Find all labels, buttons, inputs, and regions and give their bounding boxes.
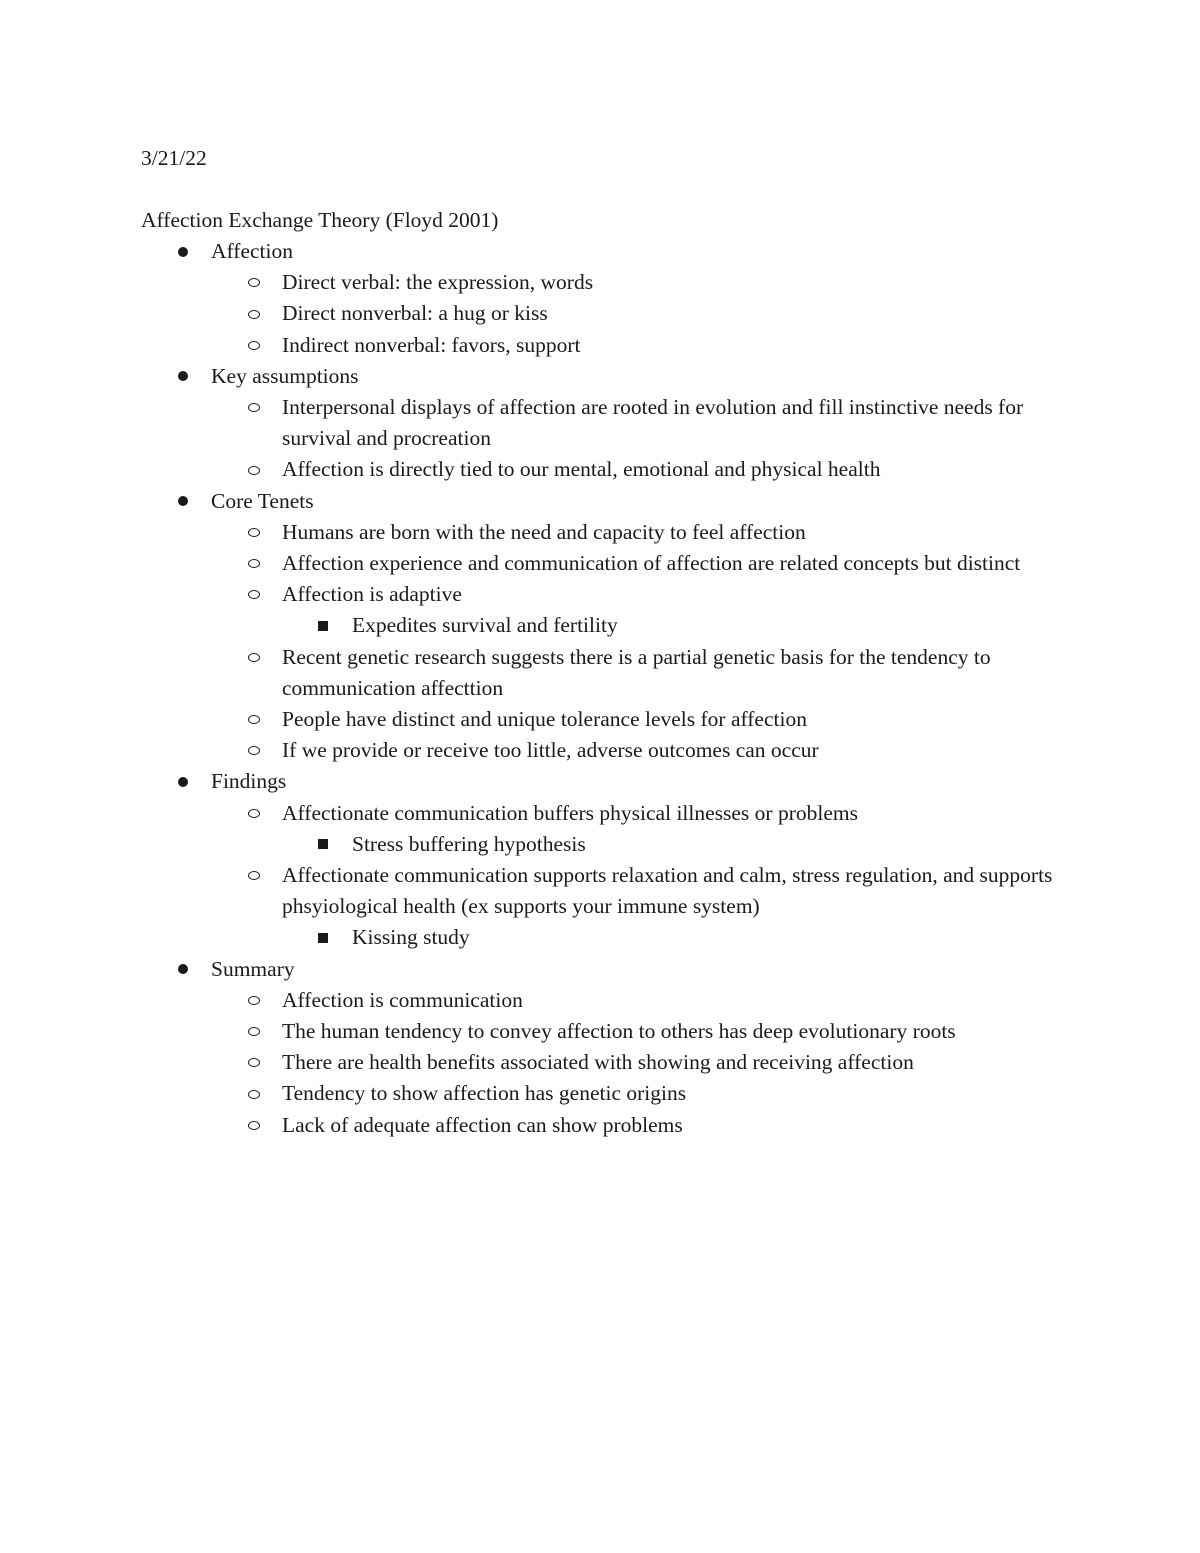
list-item-text: Affection is communication [282, 987, 523, 1012]
square-bullet-icon [318, 933, 328, 943]
circle-bullet-icon [248, 809, 260, 818]
list-item [0, 798, 1072, 829]
list-item-text: If we provide or receive too little, adverse outcomes can occur [282, 738, 819, 763]
list-item-text: Lack of adequate affection can show problems [282, 1112, 683, 1137]
list-item [0, 454, 1072, 485]
circle-bullet-icon [248, 1121, 260, 1130]
section-label: Summary [211, 956, 295, 981]
circle-bullet-icon [248, 653, 260, 662]
note-date: 3/21/22 [141, 146, 207, 170]
sub-list-item-text: Expedites survival and fertility [352, 613, 618, 638]
dot-bullet-icon [178, 496, 188, 506]
section-label: Key assumptions [211, 363, 359, 388]
list-item-text: Affectionate communication buffers physical illnesses or problems [282, 800, 858, 825]
list-item-marker [248, 579, 260, 610]
list-item [0, 548, 1072, 579]
list-item-marker [248, 330, 260, 361]
circle-bullet-icon [248, 996, 260, 1005]
section-item [0, 954, 1100, 985]
circle-bullet-icon [248, 403, 260, 412]
list-item-marker [248, 392, 260, 423]
sub-list-item-marker [318, 922, 328, 953]
section-label: Affection [211, 239, 293, 263]
sub-list-item-text: Kissing study [352, 925, 470, 950]
list-item [0, 642, 1072, 704]
circle-bullet-icon [248, 466, 260, 475]
list-item-text: Affectionate communication supports relaxation and calm, stress regulation, and supports phsyiological health (ex supports your immune system) [282, 863, 1053, 919]
section-label: Findings [211, 769, 287, 794]
list-item [0, 1016, 1072, 1047]
square-bullet-icon [318, 839, 328, 849]
section-item [0, 236, 1100, 267]
section-item [0, 486, 1100, 517]
dot-bullet-icon [178, 777, 188, 787]
section-marker [178, 954, 188, 985]
list-item-text: Tendency to show affection has genetic origins [282, 1081, 687, 1106]
sub-list-item-marker [318, 610, 328, 641]
list-item-marker [248, 1078, 260, 1109]
circle-bullet-icon [248, 1058, 260, 1067]
list-item-text: Affection experience and communication of affection are related concepts but distinct [282, 551, 1021, 576]
list-item-marker [248, 985, 260, 1016]
list-item-marker [248, 548, 260, 579]
list-item-text: People have distinct and unique tolerance levels for affection [282, 707, 807, 732]
circle-bullet-icon [248, 871, 260, 880]
section-marker [178, 766, 188, 797]
list-item-marker [248, 642, 260, 673]
section-marker [178, 486, 188, 517]
list-item-text: Direct nonverbal: a hug or kiss [282, 301, 548, 326]
list-item [0, 267, 1072, 298]
sub-list-item [0, 610, 1100, 641]
list-item [0, 579, 1072, 610]
outline-list [0, 236, 1100, 1141]
list-item-text: The human tendency to convey affection to others has deep evolutionary roots [282, 1019, 956, 1044]
list-item-text: Interpersonal displays of affection are rooted in evolution and fill instinctive needs for survival and procreation [282, 395, 1024, 451]
list-item-text: Affection is directly tied to our mental, emotional and physical health [282, 457, 881, 482]
list-item-text: There are health benefits associated with showing and receiving affection [282, 1050, 914, 1075]
list-item-marker [248, 1047, 260, 1078]
list-item-marker [248, 860, 260, 891]
list-item [0, 392, 1072, 454]
list-item [0, 735, 1072, 766]
section-label: Core Tenets [211, 488, 314, 513]
section-item [0, 361, 1100, 392]
square-bullet-icon [318, 621, 328, 631]
circle-bullet-icon [248, 590, 260, 599]
list-item [0, 860, 1072, 922]
section-item [0, 766, 1100, 797]
note-title: Affection Exchange Theory (Floyd 2001) [141, 208, 499, 232]
list-item-marker [248, 735, 260, 766]
list-item-marker [248, 704, 260, 735]
dot-bullet-icon [178, 964, 188, 974]
list-item-text: Affection is adaptive [282, 582, 462, 607]
circle-bullet-icon [248, 310, 260, 319]
circle-bullet-icon [248, 1027, 260, 1036]
dot-bullet-icon [178, 371, 188, 381]
circle-bullet-icon [248, 715, 260, 724]
list-item [0, 330, 1072, 361]
list-item [0, 704, 1072, 735]
circle-bullet-icon [248, 559, 260, 568]
list-item-text: Humans are born with the need and capacity to feel affection [282, 519, 806, 544]
list-item [0, 1078, 1072, 1109]
section-marker [178, 236, 188, 267]
list-item-marker [248, 454, 260, 485]
circle-bullet-icon [248, 278, 260, 287]
sub-list-item [0, 922, 1100, 953]
list-item-marker [248, 298, 260, 329]
list-item-text: Indirect nonverbal: favors, support [282, 332, 581, 357]
dot-bullet-icon [178, 247, 188, 257]
section-marker [178, 361, 188, 392]
circle-bullet-icon [248, 1090, 260, 1099]
list-item [0, 1047, 1072, 1078]
list-item [0, 985, 1072, 1016]
list-item-marker [248, 1110, 260, 1141]
circle-bullet-icon [248, 746, 260, 755]
list-item [0, 517, 1072, 548]
sub-list-item [0, 829, 1100, 860]
list-item [0, 1110, 1072, 1141]
list-item-text: Direct verbal: the expression, words [282, 270, 594, 295]
circle-bullet-icon [248, 528, 260, 537]
sub-list-item-text: Stress buffering hypothesis [352, 831, 586, 856]
list-item [0, 298, 1072, 329]
circle-bullet-icon [248, 341, 260, 350]
list-item-marker [248, 517, 260, 548]
list-item-marker [248, 798, 260, 829]
sub-list-item-marker [318, 829, 328, 860]
list-item-text: Recent genetic research suggests there is a partial genetic basis for the tendency to communication affecttion [282, 644, 991, 700]
list-item-marker [248, 1016, 260, 1047]
list-item-marker [248, 267, 260, 298]
